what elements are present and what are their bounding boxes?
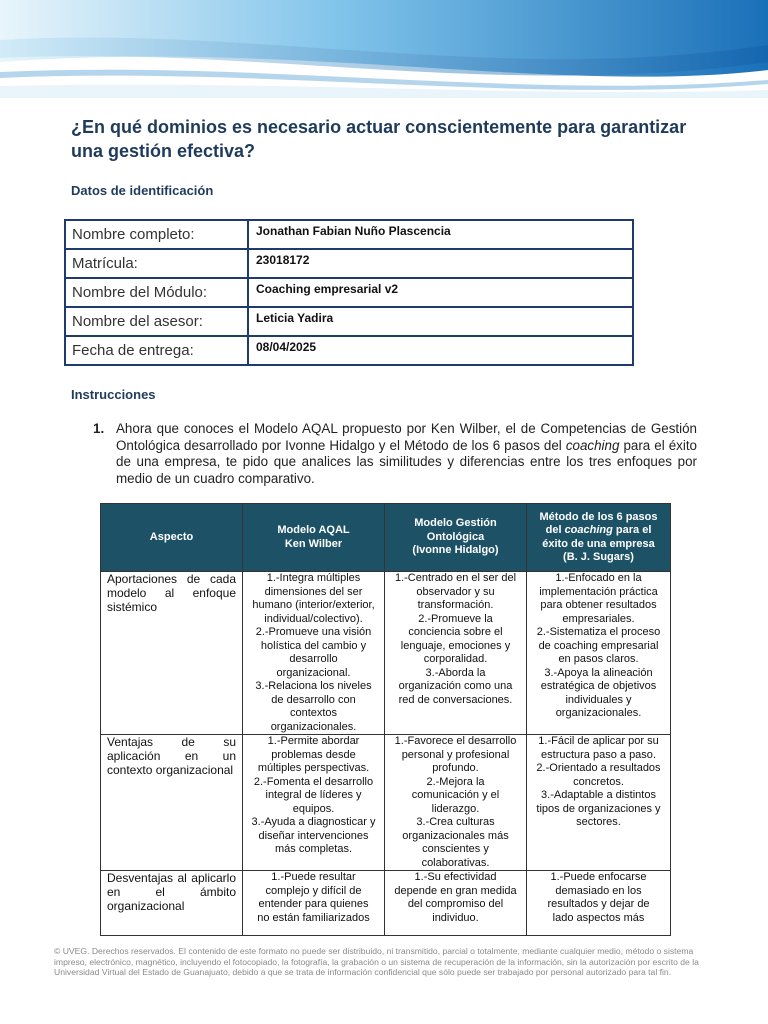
cell-line: 2.-Promueve una visión [255,626,372,638]
cell-line: observador y su [416,585,495,598]
cell-line: organizacional. [276,666,351,679]
id-row [65,307,633,336]
table-row [101,735,671,871]
instruction-text-part: Ahora que conoces el Modelo AQAL propuesto por Ken Wilber, el de Competencias de Gestión Ontológica desarrollado por Ivonne Hidalgo y el Método de los 6 pasos del [116,421,697,453]
cell-line: organizacionales más [402,829,509,842]
cell-line: estructura paso a paso. [541,748,656,761]
header-metodo-line: (B. J. Sugars) [563,551,634,563]
id-value: 08/04/2025 [248,336,633,365]
comparison-table [100,503,671,936]
header-banner [0,0,768,98]
header-metodo-line [531,524,666,538]
cell-line: 1.-Su efectividad [414,871,497,883]
cell-line: problemas desde [271,748,356,761]
cell-line: red de conversaciones. [398,693,513,706]
cell-line: (Ivonne Hidalgo) [412,544,499,557]
cell-line: conciencia sobre el [408,626,503,638]
cell-line: empresariales. [562,612,635,625]
cell-line: 3.-Aborda la [425,666,486,679]
comparison-header-row [101,504,671,572]
cell-line: diseñar intervenciones [258,829,369,842]
header-metodo-italic: coaching [564,524,613,536]
ontologica-cell [385,735,527,871]
ontologica-cell [385,871,527,936]
cell-line: 2.-Fomenta el desarrollo [253,775,374,788]
cell-line: entender para quienes [258,898,369,910]
cell-line: 3.-Crea culturas [416,816,495,828]
cell-line: organizacionales. [555,707,642,719]
cell-line: no están familiarizados [257,911,370,924]
cell-line: múltiples perspectivas. [257,762,370,774]
instruction-text [116,421,697,487]
ontologica-cell [385,572,527,735]
id-label: Nombre completo: [65,220,248,249]
aqal-cell [243,735,385,871]
cell-line: desarrollo [289,653,338,665]
identification-heading: Datos de identificación [71,183,214,198]
cell-line: holística del cambio y [260,639,367,652]
id-label: Nombre del asesor: [65,307,248,336]
instruction-item [93,421,697,487]
cell-line: 1.-Fácil de aplicar por su [538,735,659,747]
copyright-footer: © UVEG. Derechos reservados. El contenido de este formato no puede ser distribuido, ni transmitido, parcial o totalmente, mediante cualquier medio, método o sistema impreso, electrónico, magnético, incluyendo el fotocopiado, la fotografía, la grabación o un sistema de recuperación de la información, sin la autorización por escrito de la Universidad Virtual del Estado de Guanajuato, debido a que se trata de información confidencial que sólo puede ser trabajado por personal autorizado para tal fin. [54,946,699,977]
cell-line: implementación práctica [539,585,658,598]
instruction-number: 1. [93,421,105,436]
cell-line: equipos. [292,802,335,815]
cell-line: tipos de organizaciones y [536,802,661,815]
cell-line: contextos [289,707,338,719]
instruction-text-part: para el éxito de una empresa, te pido que analices las similitudes y diferencias entre los tres enfoques por medio de un cuadro comparativo. [116,437,697,486]
aspect-cell: Aportaciones de cada modelo al enfoque sistémico [101,572,243,735]
cell-line: organización como una [398,680,513,692]
id-value: Coaching empresarial v2 [248,278,633,307]
id-value: 23018172 [248,249,633,278]
table-row [101,572,671,735]
cell-line: lado aspectos más [552,911,645,924]
cell-line: 2.-Orientado a resultados [536,762,661,774]
cell-line: de coaching empresarial [538,639,659,652]
cell-line: depende en gran medida [394,884,517,897]
header-metodo-line: éxito de una empresa [542,537,655,550]
cell-line: dimensiones del ser [264,585,363,598]
cell-line: 3.-Ayuda a diagnosticar y [251,816,376,828]
header-metodo-part: del [545,524,565,536]
cell-line: complejo y difícil de [265,884,362,897]
cell-line: de desarrollo con [271,693,356,706]
header-aqal [243,504,385,572]
cell-line: 2.-Mejora la [426,775,485,788]
cell-line: liderazgo. [431,802,480,815]
cell-line: 1.-Puede resultar [271,871,356,883]
id-label: Nombre del Módulo: [65,278,248,307]
header-aspect: Aspecto [101,504,243,572]
aqal-cell [243,572,385,735]
cell-line: Modelo AQAL [277,524,350,536]
cell-line: integral de líderes y [265,789,362,801]
id-row [65,220,633,249]
cell-line: en pasos claros. [558,653,639,665]
cell-line: individuo. [432,911,479,924]
cell-line: Ontológica [426,530,485,543]
cell-line: Modelo Gestión [414,517,497,530]
cell-line: concretos. [573,775,624,788]
cell-line: lenguaje, emociones y [400,639,511,652]
cell-line: 3.-Adaptable a distintos [541,789,656,801]
aqal-cell [243,871,385,936]
cell-line: 1.-Integra múltiples [266,572,361,584]
cell-line: 1.-Enfocado en la [555,572,642,584]
cell-line: individual/colectivo). [264,612,363,625]
cell-line: profundo. [432,762,479,774]
cell-line: resultados y dejar de [547,898,650,910]
cell-line: sectores. [576,816,621,828]
aspect-cell: Ventajas de su aplicación en un contexto organizacional [101,735,243,871]
cell-line: 3.-Relaciona los niveles [255,680,372,692]
cell-line: conscientes y [422,843,489,855]
banner-wave-graphic [0,0,768,98]
id-row [65,336,633,365]
cell-line: del compromiso del [407,898,504,910]
instruction-text-italic: coaching [565,437,620,453]
id-value: Leticia Yadira [248,307,633,336]
cell-line: 1.-Permite abordar [267,735,360,747]
cell-line: estratégica de objetivos [540,680,657,692]
cell-line: personal y profesional [401,748,510,761]
identification-table [64,219,634,366]
metodo-cell [527,572,671,735]
id-label: Matrícula: [65,249,248,278]
aspect-cell: Desventajas al aplicarlo en el ámbito organizacional [101,871,243,936]
cell-line: más completas. [274,843,353,855]
cell-line: 1.-Favorece el desarrollo [394,735,517,747]
cell-line: 2.-Sistematiza el proceso [536,626,661,638]
cell-line: Ken Wilber [284,537,343,550]
header-metodo-part: para el [612,524,652,536]
cell-line: 2.-Promueve la [418,612,493,625]
cell-line: 3.-Apoya la alineación [544,666,653,679]
id-row [65,249,633,278]
cell-line: transformación. [417,599,494,611]
id-value: Jonathan Fabian Nuño Plascencia [248,220,633,249]
cell-line: 1.-Puede enfocarse [550,871,647,883]
cell-line: individuales y [565,693,632,706]
cell-line: para obtener resultados [540,599,657,611]
instructions-heading: Instrucciones [71,387,156,402]
header-metodo-line: Método de los 6 pasos [539,510,658,523]
header-ontologica [385,504,527,572]
cell-line: comunicación y el [411,789,500,801]
cell-line: 1.-Centrado en el ser del [394,572,517,584]
table-row [101,871,671,936]
cell-line: demasiado en los [555,884,642,897]
cell-line: colaborativas. [421,856,490,869]
cell-line: organizacionales. [270,720,357,733]
header-metodo [527,504,671,572]
id-label: Fecha de entrega: [65,336,248,365]
id-row [65,278,633,307]
metodo-cell [527,735,671,871]
cell-line: humano (interior/exterior, [252,599,375,611]
document-title: ¿En qué dominios es necesario actuar conscientemente para garantizar una gestión efectiva? [71,117,687,161]
metodo-cell [527,871,671,936]
cell-line: corporalidad. [423,653,488,665]
